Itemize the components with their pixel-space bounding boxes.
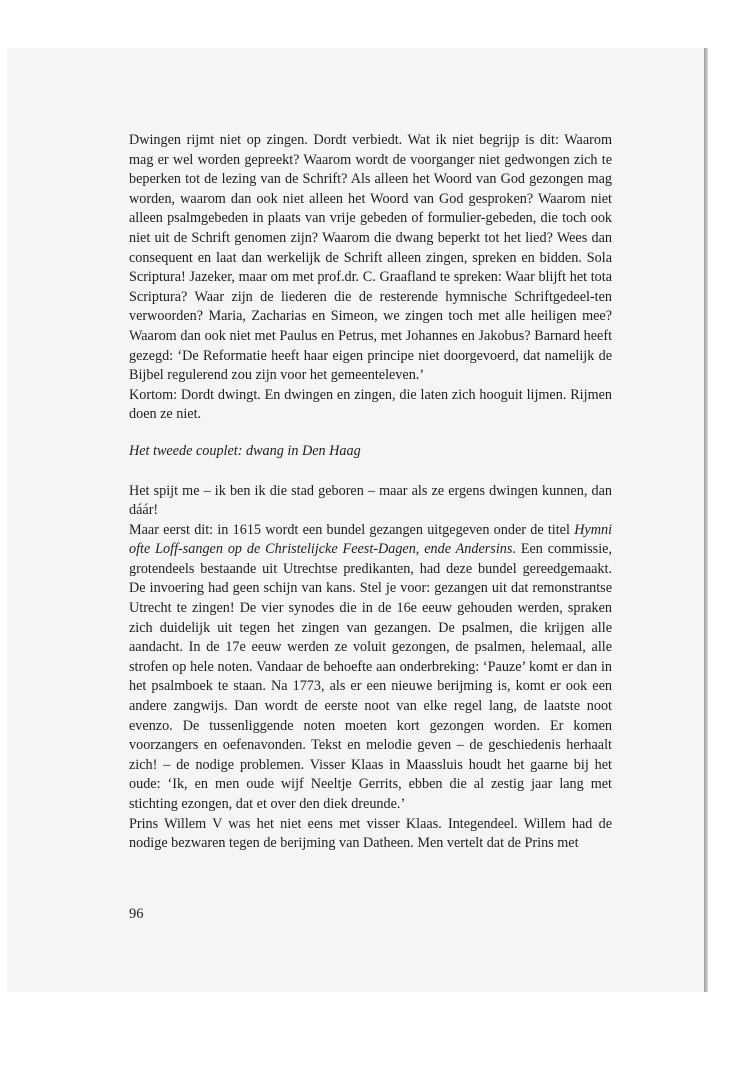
page-number: 96	[129, 906, 144, 922]
body-text	[129, 131, 612, 854]
paragraph-1: Dwingen rijmt niet op zingen. Dordt verbiedt. Wat ik niet begrijp is dit: Waarom mag er wel worden gepreekt? Waarom wordt de voorganger niet gedwongen zich te beperken tot de lezing van de Schrift? Als alleen het Woord van God gezongen mag worden, waarom dan ook niet alleen het Woord van God gesproken? Waarom niet alleen psalmgebeden in plaats van vrije gebeden of formulier-gebeden, die toch ook niet uit de Schrift genomen zijn? Waarom die dwang beperkt tot het lied? Wees dan consequent en laat dan werkelijk de Schrift alleen zingen, spreken en bidden. Sola Scriptura! Jazeker, maar om met prof.dr. C. Graafland te spreken: Waar blijft het tota Scriptura? Waar zijn de liederen die de resterende hymnische Schriftgedeel-ten verwoorden? Maria, Zacharias en Simeon, we zingen toch met alle heiligen mee? Waarom dan ook niet met Paulus en Petrus, met Johannes en Jakobus? Barnard heeft gezegd: ‘De Reformatie heeft haar eigen principe niet doorgevoerd, dat namelijk de Bijbel regulerend zou zijn voor het gemeenteleven.’	[129, 132, 613, 384]
section-heading: Het tweede couplet: dwang in Den Haag	[129, 442, 361, 459]
paragraph-5: Prins Willem V was het niet eens met visser Klaas. Integendeel. Willem had de nodige bezwaren tegen de berijming van Datheen. Men vertelt dat de Prins met	[129, 815, 612, 852]
page-edge	[704, 48, 708, 992]
hymn-title-part-2: ofte Loff-sangen op de Christelijcke Feest-Dagen, ende Andersins	[129, 541, 513, 558]
paragraph-3: Het spijt me – ik ben ik die stad geboren – maar als ze ergens dwingen kunnen, dan dáár!	[129, 482, 612, 519]
paragraph-2: Kortom: Dordt dwingt. En dwingen en zingen, die laten zich hooguit lijmen. Rijmen doen ze niet.	[129, 386, 612, 423]
hymn-title-part-1: Hymni	[574, 521, 613, 538]
paragraph-4: Maar eerst dit: in 1615 wordt een bundel gezangen uitgegeven onder de titel Hymni ofte Loff-sangen op de Christelijcke Feest-Dagen, ende Andersins. Een commissie, grotendeels bestaande uit Utrechtse predikanten, had deze bundel gereedgemaakt. De invoering had geen schijn van kans. Stel je voor: gezangen uit dat remonstrantse Utrecht te zingen! De vier synodes die in de 16e eeuw gehouden werden, spraken zich duidelijk uit tegen het zingen van gezangen. De psalmen, die krijgen alle aandacht. In de 17e eeuw werden ze voluit gezongen, de psalmen, helemaal, alle strofen op hele noten. Vandaar de behoefte aan onderbreking: ‘Pauze’ komt er dan in het psalmboek te staan. Na 1773, als er een nieuwe berijming is, komt er ook een andere zangwijs. Dan wordt de eerste noot van elke regel lang, de laatste noot evenzo. De tussenliggende noten moeten kort gezongen worden. Er komen voorzangers en oefenavonden. Tekst en melodie geven – de geschiedenis herhaalt zich! – de nodige problemen. Visser Klaas in Maassluis houdt het gaarne bij het oude: ‘Ik, en men oude wijf Neeltje Gerrits, ebben die al zestig jaar lang met stichting ezongen, dat et over den diek dreunde.’	[129, 521, 613, 812]
